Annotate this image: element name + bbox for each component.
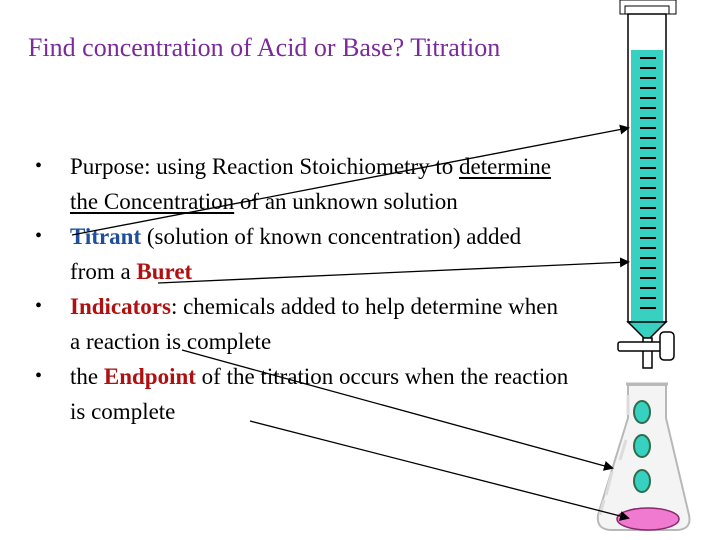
pointer-arrows — [72, 128, 628, 518]
arrow-titrant — [158, 262, 628, 283]
bullet-underlined-text: determine the Concentration — [70, 154, 552, 214]
bullet-marker: • — [35, 295, 43, 317]
endpoint-term: Endpoint — [103, 364, 196, 389]
indicators-term: Indicators — [70, 294, 171, 319]
arrow-indicators — [182, 350, 612, 468]
bullet-text: : chemicals added to help determine when a reaction is complete — [70, 294, 558, 354]
bullet-text: of an unknown solution — [234, 189, 458, 214]
bullet-marker: • — [35, 225, 43, 247]
arrow-to-buret — [72, 128, 628, 235]
arrow-endpoint — [250, 421, 628, 518]
slide-title: Find concentration of Acid or Base? Titration — [28, 33, 501, 62]
titrant-term: Titrant — [70, 224, 142, 249]
bullet-text: Purpose: using Reaction Stoichiometry to — [70, 154, 460, 179]
bullet-text: (solution of known concentration) added from a — [70, 224, 522, 284]
bullet-text: the — [70, 364, 104, 389]
titrant-drops — [634, 401, 650, 492]
bullet-marker: • — [35, 365, 43, 387]
bullet-marker: • — [35, 155, 43, 177]
buret-term: Buret — [136, 259, 193, 284]
flask-solution — [617, 508, 679, 530]
buret — [620, 0, 676, 368]
bullet-text: of the titration occurs when the reaction is complete — [70, 364, 569, 424]
